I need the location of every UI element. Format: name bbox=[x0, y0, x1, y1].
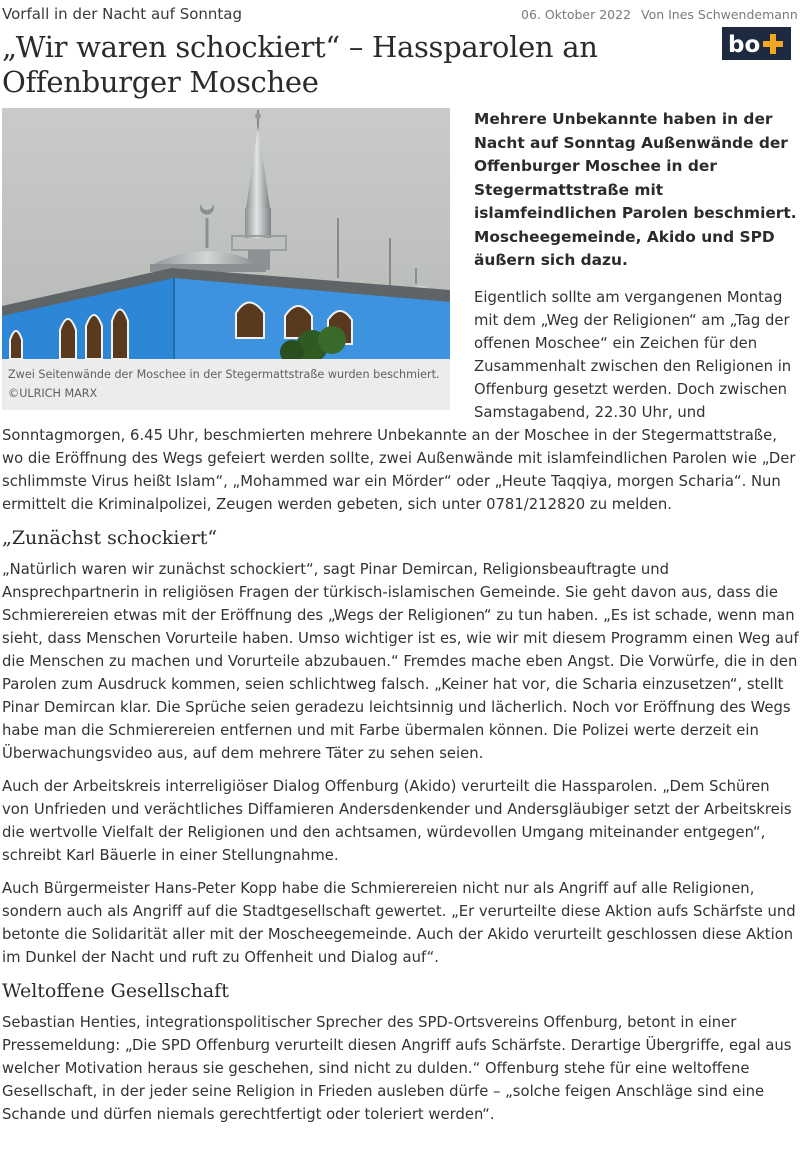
paragraph-1: Eigentlich sollte am vergangenen Montag mit dem „Weg der Religionen“ am „Tag der offenen Moschee“ ein Zeichen für den Zusammenhalt zwischen den Religionen in Offenburg gesetzt werden. Doch zwischen Samstagabend, 22.30 Uhr, und Sonntagmorgen, 6.45 Uhr, beschmierten mehrere Unbekannte an der Moschee in der Stegermattstraße, wo die Eröffnung des Wegs gefeiert werden sollte, zwei Außenwände mit islamfeindlichen Parolen wie „Der schlimmste Virus heißt Islam“, „Mohammed war ein Mörder“ oder „Heute Taqqiya, morgen Scharia“. Nun ermittelt die Kriminalpolizei, Zeugen werden gebeten, sich unter 0781/212820 zu melden. bbox=[2, 289, 796, 513]
article-headline: „Wir waren schockiert“ – Hassparolen an Offenburger Moschee bbox=[2, 30, 598, 99]
paragraph-4: Auch Bürgermeister Hans-Peter Kopp habe die Schmierereien nicht nur als Angriff auf alle Religionen, sondern auch als Angriff auf die Stadtgesellschaft gewertet. „Er verurteilte diese Aktion aufs Schärfste und betonte die Solidarität aller mit der Moscheegemeinde. Auch der Akido verurteilt geschlossen diese Aktion im Dunkel der Nacht und ruft zu Offenheit und Dialog auf“. bbox=[2, 880, 796, 966]
paragraph-3: Auch der Arbeitskreis interreligiöser Dialog Offenburg (Akido) verurteilt die Hassparolen. „Dem Schüren von Unfrieden und verächtliches Diffamieren Andersdenkender und Andersgläubiger setzt der Arbeitskreis die wertvolle Vielfalt der Religionen und den achtsamen, würdevollen Umgang miteinander entgegen“, schreibt Karl Bäuerle in einer Stellungnahme. bbox=[2, 778, 792, 864]
article-meta-bar bbox=[0, 0, 800, 28]
paragraph-5: Sebastian Henties, integrationspolitischer Sprecher des SPD-Ortsvereins Offenburg, betont in einer Pressemeldung: „Die SPD Offenburg verurteilt diesen Angriff aufs Schärfste. Derartige Übergriffe, egal aus welcher Motivation heraus sie geschehen, sind nicht zu dulden.“ Offenburg stehe für eine weltoffene Gesellschaft, in der jeder seine Religion in Frieden ausleben dürfe – „solche feigen Anschläge sind eine Schande und dürfen niemals gerechtfertigt oder toleriert werden“. bbox=[2, 1014, 792, 1123]
article-kicker: Vorfall in der Nacht auf Sonntag bbox=[2, 5, 243, 23]
publish-date: 06. Oktober 2022 bbox=[521, 7, 632, 22]
bo-plus-logo-icon bbox=[726, 30, 788, 58]
subheading-zunaechst-schockiert: „Zunächst schockiert“ bbox=[2, 527, 218, 549]
author-byline[interactable]: Von Ines Schwendemann bbox=[641, 7, 798, 22]
article-body bbox=[2, 286, 800, 1126]
float-spacer bbox=[2, 286, 474, 416]
subheading-weltoffene-gesellschaft: Weltoffene Gesellschaft bbox=[2, 980, 229, 1002]
logo-text: bo bbox=[727, 31, 760, 58]
paragraph-2: „Natürlich waren wir zunächst schockiert“, sagt Pinar Demircan, Religionsbeauftragte und Ansprechpartnerin in religiösen Fragen der türkisch-islamischen Gemeinde. Sie geht davon aus, dass die Schmierereien etwas mit der Eröffnung des „Wegs der Religionen“ zu tun haben. „Es ist schade, wenn man sieht, dass Menschen Vorurteile haben. Umso wichtiger ist es, wie wir mit diesem Programm einen Weg auf die Menschen zu machen und Vorurteile abzubauen.“ Fremdes mache eben Angst. Die Vorwürfe, die in den Parolen zum Ausdruck kommen, seien schlichtweg falsch. „Keiner hat vor, die Scharia einzusetzen“, stellt Pinar Demircan klar. Die Sprüche seien geradezu leichtsinnig und lächerlich. Noch vor Eröffnung des Wegs habe man die Schmierereien entfernen und mit Farbe übermalen können. Die Polizei werte derzeit ein Überwachungsvideo aus, auf dem mehrere Täter zu sehen seien. bbox=[2, 561, 799, 762]
bo-logo[interactable] bbox=[722, 27, 791, 60]
image-caption: Zwei Seitenwände der Moschee in der Stegermattstraße wurden beschmiert. ©ULRICH MARX bbox=[2, 359, 450, 410]
article-lead: Mehrere Unbekannte haben in der Nacht auf Sonntag Außenwände der Offenburger Moschee in der Stegermattstraße mit islamfeindlichen Parolen beschmiert. Moscheegemeinde, Akido und SPD äußern sich dazu. bbox=[474, 110, 797, 269]
